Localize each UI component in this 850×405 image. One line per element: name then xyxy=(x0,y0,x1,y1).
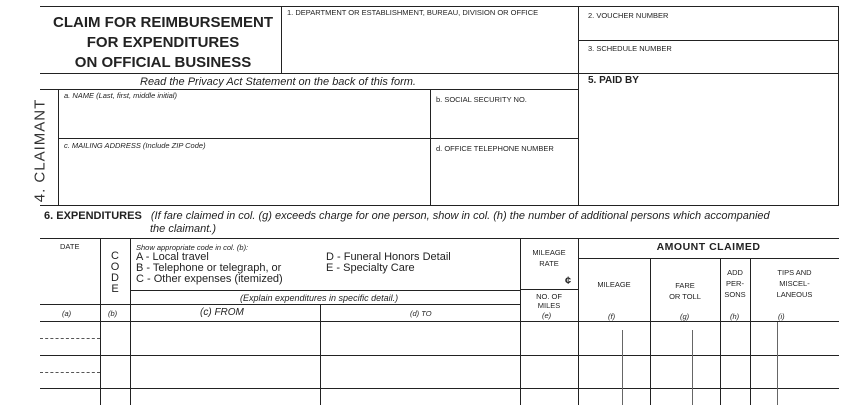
voucher-number-label: 2. VOUCHER NUMBER xyxy=(588,11,669,20)
form-title-line: FOR EXPENDITURES xyxy=(86,34,240,51)
miles-field[interactable] xyxy=(522,357,576,387)
fare-toll-line: FARE xyxy=(675,281,695,290)
column-letter-e: (e) xyxy=(542,311,552,320)
mailing-address-label: c. MAILING ADDRESS (Include ZIP Code) xyxy=(64,141,206,150)
code-item: D - Funeral Honors Detail xyxy=(326,251,451,263)
column-letter-g: (g) xyxy=(680,312,690,321)
mileage-amount-header: MILEAGE xyxy=(597,280,631,289)
expenditures-instruction-cont: the claimant.) xyxy=(150,223,217,235)
code-letter: C xyxy=(111,250,119,262)
add-persons-line: PER- xyxy=(726,279,744,288)
department-label: 1. DEPARTMENT OR ESTABLISHMENT, BUREAU, DIVISION OR OFFICE xyxy=(287,8,539,17)
additional-persons-header xyxy=(720,267,750,300)
fare-toll-header xyxy=(650,280,720,302)
code-field[interactable] xyxy=(102,323,129,353)
fare-toll-field[interactable] xyxy=(652,357,718,387)
department-field[interactable] xyxy=(285,22,575,70)
code-letter: D xyxy=(111,272,119,284)
amount-claimed-header: AMOUNT CLAIMED xyxy=(656,241,761,253)
tips-misc-field[interactable] xyxy=(752,323,837,353)
miles-field[interactable] xyxy=(522,323,576,353)
office-phone-field[interactable] xyxy=(434,156,576,202)
code-item: E - Specialty Care xyxy=(326,262,415,274)
name-label: a. NAME (Last, first, middle initial) xyxy=(64,91,177,100)
mileage-amount-field[interactable] xyxy=(580,357,648,387)
mailing-address-field[interactable] xyxy=(62,152,428,202)
from-field[interactable] xyxy=(132,357,318,387)
cent-symbol: ¢ xyxy=(565,275,572,287)
code-field[interactable] xyxy=(102,390,129,404)
mileage-rate-line: MILEAGE xyxy=(532,248,566,257)
additional-persons-field[interactable] xyxy=(722,357,749,387)
expenditures-heading xyxy=(44,210,770,222)
tips-misc-line: LANEOUS xyxy=(776,290,813,299)
column-letter-f: (f) xyxy=(608,312,616,321)
form-title-line: CLAIM FOR REIMBURSEMENT xyxy=(53,14,273,31)
mileage-amount-field[interactable] xyxy=(580,323,648,353)
privacy-notice: Read the Privacy Act Statement on the back of this form. xyxy=(140,76,416,88)
code-item: C - Other expenses (itemized) xyxy=(136,273,283,285)
form-title xyxy=(48,13,278,73)
tips-misc-field[interactable] xyxy=(752,357,837,387)
schedule-number-label: 3. SCHEDULE NUMBER xyxy=(588,44,672,53)
ssn-field[interactable] xyxy=(434,108,576,136)
code-item: B - Telephone or telegraph, or xyxy=(136,262,282,274)
name-field[interactable] xyxy=(62,102,428,136)
column-letter-c-from: (c) FROM xyxy=(200,307,244,318)
from-field[interactable] xyxy=(132,323,318,353)
claimant-side-label: 4. CLAIMANT xyxy=(31,98,49,203)
code-list-right xyxy=(326,252,451,274)
column-letter-h: (h) xyxy=(730,312,740,321)
code-letter: E xyxy=(111,283,119,295)
voucher-number-field[interactable] xyxy=(582,22,837,38)
tips-misc-line: TIPS AND xyxy=(777,268,812,277)
paid-by-label: 5. PAID BY xyxy=(588,75,639,86)
add-persons-line: ADD xyxy=(727,268,743,277)
date-field[interactable] xyxy=(42,357,98,371)
from-field[interactable] xyxy=(132,390,318,404)
column-letter-b: (b) xyxy=(108,309,118,318)
expenditures-title: 6. EXPENDITURES xyxy=(44,210,142,222)
date-column-header: DATE xyxy=(60,242,80,251)
paid-by-field[interactable] xyxy=(582,90,837,200)
to-field[interactable] xyxy=(322,390,518,404)
office-phone-label: d. OFFICE TELEPHONE NUMBER xyxy=(436,144,554,153)
explain-note: (Explain expenditures in specific detail.) xyxy=(240,293,399,303)
column-letter-a: (a) xyxy=(62,309,72,318)
no-of-miles-line: NO. OF xyxy=(536,292,562,301)
code-column-header xyxy=(100,251,130,295)
form-title-line: ON OFFICIAL BUSINESS xyxy=(74,54,252,71)
column-letter-d-to: (d) TO xyxy=(410,309,432,318)
expenditures-instruction: (If fare claimed in col. (g) exceeds charge for one person, show in col. (h) the number of additional persons which accompanied xyxy=(150,210,770,222)
fare-toll-line: OR TOLL xyxy=(669,292,701,301)
claimant-side-label-box xyxy=(16,92,66,202)
code-item: A - Local travel xyxy=(136,251,209,263)
mileage-rate-line: RATE xyxy=(539,259,559,268)
column-letter-i: (i) xyxy=(778,312,785,321)
additional-persons-field[interactable] xyxy=(722,323,749,353)
code-letter: O xyxy=(110,261,120,273)
fare-toll-field[interactable] xyxy=(652,323,718,353)
to-field[interactable] xyxy=(322,357,518,387)
code-list-left xyxy=(136,252,283,285)
ssn-label: b. SOCIAL SECURITY NO. xyxy=(436,95,527,104)
no-of-miles-line: MILES xyxy=(537,301,561,310)
code-field[interactable] xyxy=(102,357,129,387)
add-persons-line: SONS xyxy=(724,290,746,299)
no-of-miles-header xyxy=(520,292,578,310)
tips-misc-header xyxy=(750,267,839,300)
to-field[interactable] xyxy=(322,323,518,353)
schedule-number-field[interactable] xyxy=(582,55,837,71)
code-instruction: Show appropriate code in col. (b): xyxy=(136,243,249,252)
mileage-rate-header xyxy=(520,247,578,269)
tips-misc-line: MISCEL- xyxy=(779,279,810,288)
date-field[interactable] xyxy=(42,323,98,337)
